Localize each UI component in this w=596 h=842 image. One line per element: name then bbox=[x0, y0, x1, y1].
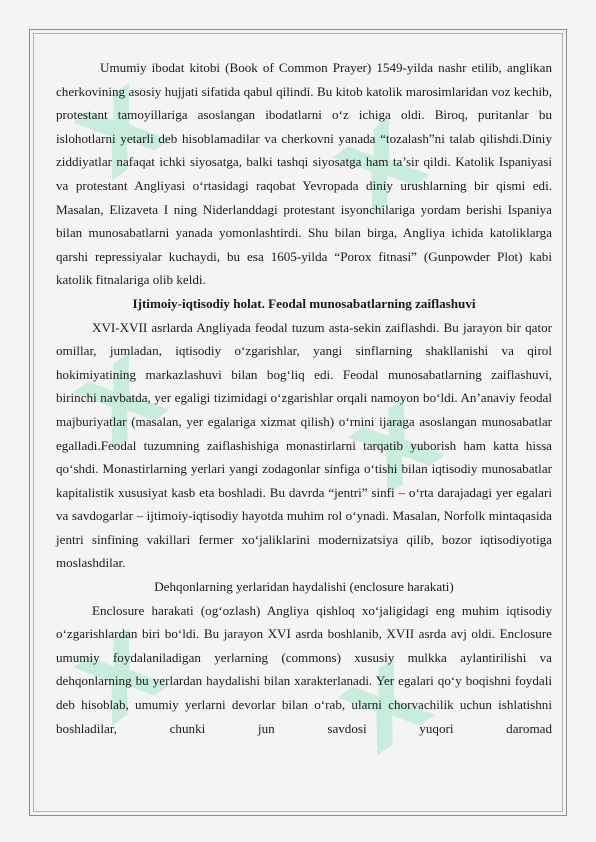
watermark-x: X bbox=[59, 335, 185, 471]
watermark-x: X bbox=[59, 610, 185, 746]
watermark-x: X bbox=[319, 100, 445, 236]
page-body bbox=[56, 56, 552, 746]
section-heading-feudal: Ijtimoiy-iqtisodiy holat. Feodal munosabatlarning zaiflashuvi bbox=[132, 295, 476, 311]
watermark-x: X bbox=[59, 65, 185, 201]
watermark-x: X bbox=[324, 640, 450, 776]
paragraph-book-of-common-prayer: Umumiy ibodat kitobi (Book of Common Prayer) 1549-yilda nashr etilib, anglikan cherkovining asosiy hujjati sifatida qabul qilindi. Bu kitob katolik marosimlaridan voz kechib, protestant tamoyillariga asoslangan ibodatlarni o‘z ichiga oldi. Biroq, puritanlar bu islohotlarni yetarli deb hisoblamadilar va cherkovni yanada “tozalash”ni talab qilishdi.Diniy ziddiyatlar nafaqat ichki siyosatga, balki tashqi siyosatga ham ta’sir qildi. Katolik Ispaniyasi va protestant Angliyasi o‘rtasidagi raqobat Yevropada diniy urushlarning bir qismi edi. Masalan, Elizaveta I ning Niderlanddagi protestant isyonchilariga yordam berishi Ispaniya bilan munosabatlarni yanada yomonlashtirdi. Shu bilan birga, Angliya ichida katoliklarga qarshi repressiyalar kuchaydi, bu esa 1605-yilda “Porox fitnasi” (Gunpowder Plot) kabi katolik fitnalariga olib keldi. bbox=[56, 60, 552, 288]
paragraph-enclosure: Enclosure harakati (og‘ozlash) Angliya qishloq xo‘jaligidagi eng muhim iqtisodiy o‘zgarishlardan biri bo‘ldi. Bu jarayon XVI asrda boshlanib, XVII asrda avj oldi. Enclosure umumiy foydalaniladigan yerlarning (commons) xususiy mulkka aylantirilishi va dehqonlarning bu yerlardan haydalishi bilan xarakterlanadi. Yer egalari qo‘y boqishni foydali deb hisoblab, umumiy yerlarni devorlar bilan o‘rab, ularni chorvachilik uchun ishlatishni boshladilar, chunki jun savdosi yuqori daromad bbox=[56, 602, 552, 736]
section-heading-enclosure: Dehqonlarning yerlaridan haydalishi (enclosure harakati) bbox=[154, 579, 454, 595]
watermark-x: X bbox=[334, 380, 460, 516]
paragraph-feudal-weakening: XVI-XVII asrlarda Angliyada feodal tuzum asta-sekin zaiflashdi. Bu jarayon bir qator omillar, jumladan, iqtisodiy o‘zgarishlar, yangi sinflarning shakllanishi va qirol hokimiyatining markazlashuvi bilan bog‘liq edi. Feodal munosabatlarning zaiflashuvi, birinchi navbatda, yer egaligi tizimidagi o‘zgarishlar orqali namoyon bo‘ldi. An’anaviy feodal majburiyatlar (masalan, yer egalariga xizmat qilish) o‘rnini ijaraga asoslangan munosabatlar egalladi.Feodal tuzumning zaiflashishiga monastirlarni tarqatib yuborish ham katta hissa qo‘shdi. Monastirlarning yerlari yangi zodagonlar sinfiga o‘tishi bilan iqtisodiy munosabatlar kapitalistik xususiyat kasb eta boshladi. Bu davrda “jentri” sinfi – o‘rta darajadagi yer egalari va savdogarlar – ijtimoiy-iqtisodiy hayotda muhim rol o‘ynadi. Masalan, Norfolk mintaqasida jentri sinfining vakillari fermer xo‘jaliklarini modernizatsiya qilib, bozor iqtisodiyotiga moslashdilar. bbox=[56, 319, 552, 571]
